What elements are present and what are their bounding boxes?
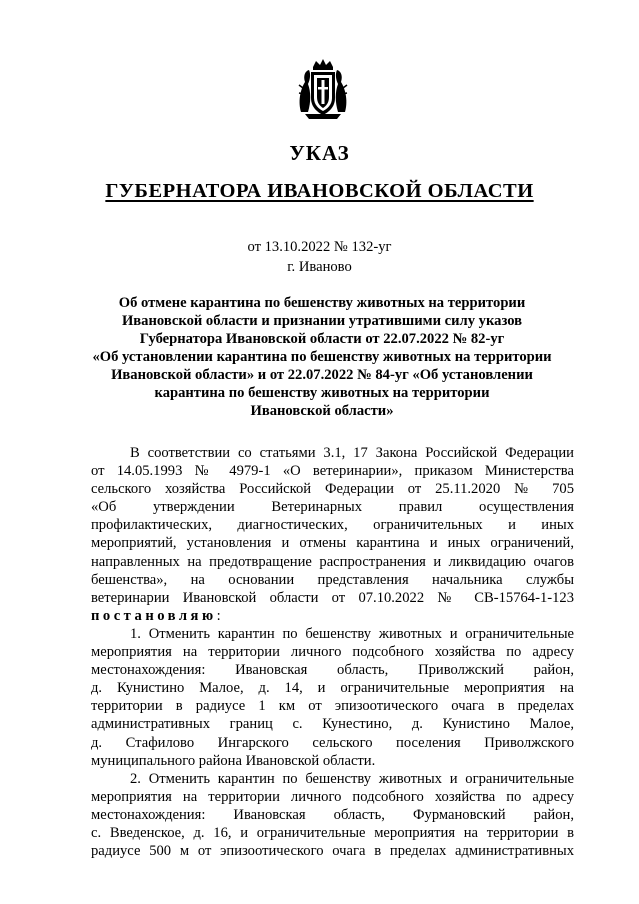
resolve-line (91, 607, 574, 625)
item-1-line: муниципального района Ивановской области. (91, 752, 376, 769)
body-line: «Об утверждении Ветеринарных правил осуществления (91, 499, 574, 516)
item-1-line: д. Стафилово Ингарского сельского поселения Приволжского (91, 734, 574, 751)
city: г. Иваново (287, 259, 352, 275)
body-line: от 14.05.1993 № 4979-1 «О ветеринарии», приказом Министерства (91, 463, 574, 480)
subject-line: Ивановской области» и от 22.07.2022 № 84-уг «Об установлении (111, 367, 533, 383)
coat-of-arms-icon (297, 58, 349, 122)
item-1-line: мероприятия на территории личного подсобного хозяйства по адресу (91, 644, 574, 661)
item-2-line: радиусе 500 м от эпизоотического очага в пределах административных (91, 843, 574, 860)
item-1-line: местонахождения: Ивановская область, Приволжский район, (91, 662, 574, 679)
document-issuer: ГУБЕРНАТОРА ИВАНОВСКОЙ ОБЛАСТИ (105, 180, 534, 202)
item-1-line: д. Кунистино Малое, д. 14, и ограничительные мероприятия на (91, 680, 574, 697)
item-1-line: территории в радиусе 1 км от эпизоотического очага в пределах (91, 698, 574, 715)
body-line: сельского хозяйства Российской Федерации от 25.11.2020 № 705 (91, 481, 574, 498)
document-title: УКАЗ (289, 141, 350, 165)
document-meta (0, 237, 639, 277)
item-1-line: 1. Отменить карантин по бешенству животных и ограничительные (130, 625, 574, 642)
document-body (91, 444, 574, 860)
body-line: бешенства», на основании представления начальника службы (91, 571, 574, 588)
subject-line: Ивановской области» (250, 403, 394, 419)
document-subject (80, 294, 564, 420)
body-line: профилактических, диагностических, ограничительных и иных (91, 517, 574, 534)
body-line: мероприятий, установления и отмены карантина и иных ограничений, (91, 535, 574, 552)
resolve-colon: : (216, 607, 221, 624)
body-line: ветеринарии Ивановской области от 07.10.2022 № СВ-15764-1-123 (91, 589, 574, 606)
date-number: от 13.10.2022 № 132-уг (247, 239, 392, 255)
subject-line: карантина по бешенству животных на территории (154, 385, 490, 401)
subject-line: Об отмене карантина по бешенству животных на территории (118, 295, 526, 311)
item-2-line: с. Введенское, д. 16, и ограничительные мероприятия на территории в (91, 824, 574, 841)
subject-line: «Об установлении карантина по бешенству животных на территории (92, 349, 552, 365)
item-2-line: 2. Отменить карантин по бешенству животных и ограничительные (130, 770, 574, 787)
subject-line: Ивановской области и признании утратившими силу указов (121, 313, 523, 329)
body-line: В соответствии со статьями 3.1, 17 Закона Российской Федерации (130, 445, 574, 461)
resolve-word: постановляю (91, 607, 217, 624)
body-line: направленных на предотвращение распространения и ликвидацию очагов (91, 553, 574, 570)
item-2-line: местонахождения: Ивановская область, Фурмановский район, (91, 806, 574, 823)
item-2-line: мероприятия на территории личного подсобного хозяйства по адресу (91, 788, 574, 805)
item-1-line: административных границ с. Кунестино, д. Кунистино Малое, (91, 716, 574, 733)
subject-line: Губернатора Ивановской области от 22.07.2022 № 82-уг (139, 331, 505, 347)
